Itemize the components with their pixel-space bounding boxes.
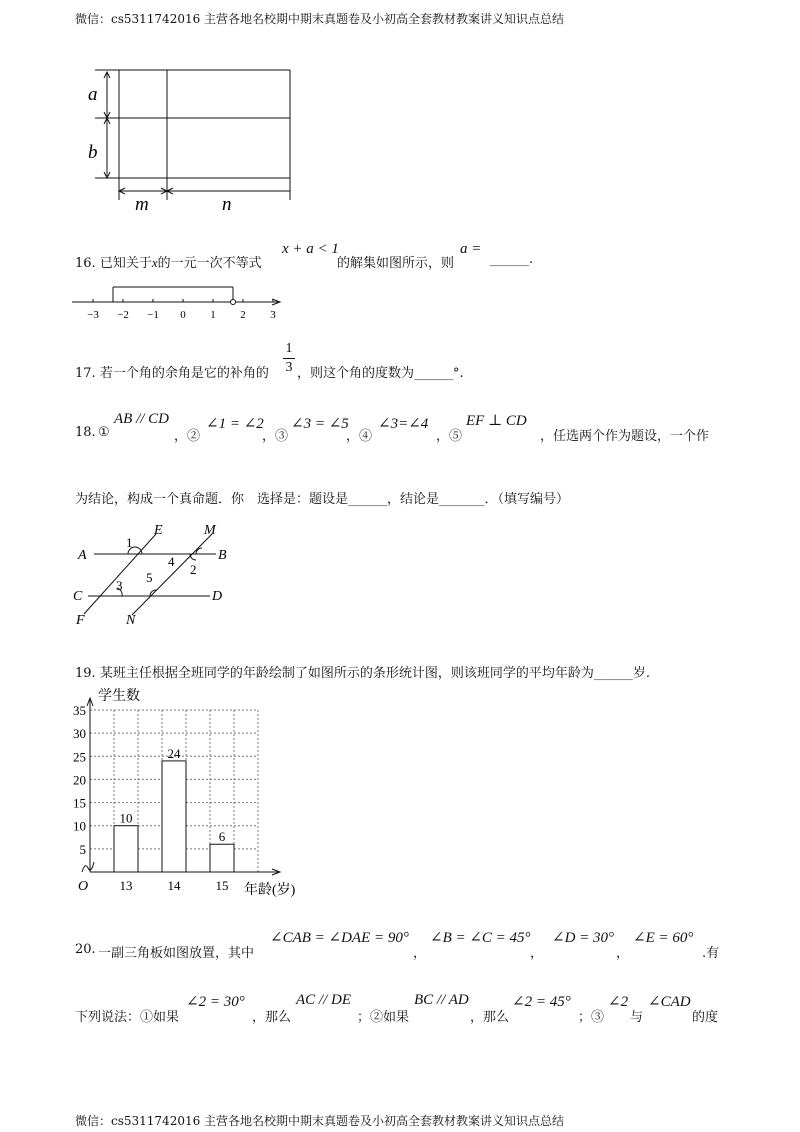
q17-text-a: 若一个角的余角是它的补角的 [99, 366, 269, 381]
q16-var-x: x [151, 255, 158, 270]
chart-ytick-label: 5 [79, 841, 86, 857]
chart-xlabel: 年龄(岁) [244, 883, 296, 898]
q19-number: 19. [75, 666, 96, 681]
label-n: n [222, 194, 232, 215]
page-header: 微信：cs5311742016 主营各地名校期中期末真题卷及小初高全套教材教案讲义知识点总结 [75, 12, 565, 26]
q20-s2: ， [530, 946, 544, 961]
q18-e1: AB // CD [114, 411, 169, 427]
q19-line [75, 662, 650, 681]
q20-l2-a: 下列说法：①如果 [75, 1010, 180, 1025]
label-m: m [135, 194, 149, 215]
chart-bar [210, 844, 234, 872]
chart-xtick-label: 15 [215, 878, 229, 893]
chart-ytick-label: 15 [73, 795, 86, 811]
parallel-lines-figure [70, 520, 240, 630]
q20-l2-b: ，那么 [252, 1010, 292, 1025]
number-line [70, 282, 290, 322]
q16-text-c: 的解集如图所示，则 [337, 256, 455, 271]
chart-ytick-label: 20 [73, 772, 86, 788]
q20-l2-e4: ∠2 = 45° [512, 994, 571, 1010]
q17-frac-den: 3 [283, 358, 295, 377]
label-A: A [78, 548, 87, 563]
q20-e4: ∠E = 60° [633, 930, 694, 946]
label-D: D [212, 589, 223, 604]
q18-line2: 为结论，构成一个真命题．你 选择是：题设是______，结论是_______．（填写编号） [75, 492, 570, 507]
chart-ylabel: 学生数 [98, 689, 140, 704]
q20-l2-e5: ∠2 [608, 994, 629, 1010]
number-line-tick-label: −1 [147, 309, 159, 321]
chart-axis-break [82, 862, 94, 872]
label-E: E [154, 523, 163, 538]
chart-data-label: 24 [167, 745, 181, 761]
q20-tail: .有 [702, 946, 720, 961]
q20-l2-c: ；②如果 [357, 1010, 410, 1025]
q18-e4: ∠3=∠4 [378, 416, 429, 432]
q17-line [75, 362, 269, 381]
q20-text-a: 一副三角板如图放置，其中 [98, 946, 255, 961]
page-footer: 微信：cs5311742016 主营各地名校期中期末真题卷及小初高全套教材教案讲义知识点总结 [75, 1114, 565, 1128]
q18-c2: ，② [174, 429, 201, 444]
angle-3-label: 3 [116, 578, 123, 593]
q20-l2-e2: AC // DE [296, 992, 351, 1008]
q20-l2-e3: BC // AD [414, 992, 469, 1008]
q18-c3: ，③ [262, 429, 289, 444]
number-line-tick-label: 3 [270, 309, 276, 321]
chart-origin: O [78, 879, 89, 894]
q16-answer-lhs: a = [460, 241, 482, 257]
angle-5-label: 5 [146, 570, 153, 585]
q20-l2-e: ；③ [578, 1010, 605, 1025]
angle-1-label: 1 [126, 535, 133, 550]
q18-tail: ，任选两个作为题设，一个作 [540, 429, 710, 444]
bar-chart [70, 682, 310, 902]
q20-e2: ∠B = ∠C = 45° [430, 930, 531, 946]
chart-xtick-label: 13 [119, 878, 133, 893]
label-N: N [126, 613, 136, 628]
q20-l2-e6: ∠CAD [648, 994, 691, 1010]
chart-bar [162, 761, 186, 872]
angle-2-label: 2 [190, 562, 197, 577]
chart-data-label: 6 [218, 829, 226, 845]
q19-text: 某班主任根据全班同学的年龄绘制了如图所示的条形统计图，则该班同学的平均年龄为______岁. [99, 666, 650, 681]
q20-l2-e1: ∠2 = 30° [186, 994, 245, 1010]
label-b: b [88, 142, 98, 163]
number-line-tick-label: −3 [87, 309, 99, 321]
q20-s3: ， [616, 946, 630, 961]
label-M: M [204, 523, 216, 538]
chart-ytick-label: 10 [73, 818, 86, 834]
number-line-tick-label: −2 [117, 309, 129, 321]
q18-c1: ① [98, 425, 110, 440]
rectangle-figure [80, 60, 310, 220]
label-B: B [218, 548, 227, 563]
q16-text-b: 的一元一次不等式 [157, 256, 262, 271]
q20-e3: ∠D = 30° [552, 930, 615, 946]
chart-bar [114, 826, 138, 872]
q18-number: 18. [75, 425, 96, 440]
q20-e1: ∠CAB = ∠DAE = 90° [270, 930, 409, 946]
number-line-tick-label: 0 [180, 309, 186, 321]
q18-e2: ∠1 = ∠2 [206, 416, 264, 432]
chart-xtick-label: 14 [167, 878, 181, 893]
chart-ytick-label: 25 [73, 749, 86, 765]
q17-number: 17. [75, 366, 96, 381]
q16-inequality: x + a < 1 [282, 241, 339, 257]
q16-number: 16. [75, 256, 96, 271]
number-line-tick-label: 1 [210, 309, 216, 321]
q20-l2-f: 与 [630, 1010, 644, 1025]
angle-4-label: 4 [168, 554, 175, 569]
q18-e5: EF ⊥ CD [466, 413, 527, 429]
q16-line [75, 252, 262, 271]
chart-ytick-label: 30 [73, 726, 86, 742]
q20-l2-d: ，那么 [470, 1010, 510, 1025]
open-circle-endpoint [231, 300, 236, 305]
q20-s1: ， [413, 946, 427, 961]
q18-e3: ∠3 = ∠5 [291, 416, 349, 432]
label-C: C [73, 589, 83, 604]
q16-text-a: 已知关于 [99, 256, 152, 271]
chart-data-label: 10 [119, 810, 133, 826]
q18-c5: ，⑤ [436, 429, 463, 444]
q20-l2-g: 的度 [692, 1010, 719, 1025]
q17-frac-num: 1 [285, 341, 293, 356]
q18-c4: ，④ [346, 429, 373, 444]
label-F: F [76, 613, 85, 628]
q20-number: 20. [75, 942, 96, 957]
number-line-tick-label: 2 [240, 309, 246, 321]
label-a: a [88, 84, 98, 105]
chart-ytick-label: 35 [73, 703, 86, 718]
q17-text-b: ，则这个角的度数为______°. [297, 366, 464, 381]
q16-blank: ______. [490, 252, 534, 267]
q17-fraction [283, 340, 295, 377]
